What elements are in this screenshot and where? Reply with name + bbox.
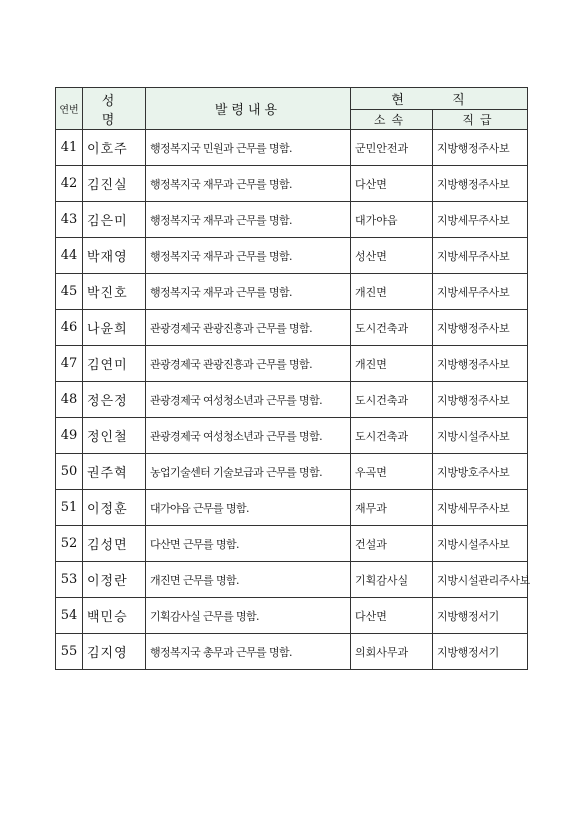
row-no: 52: [56, 526, 83, 562]
header-rank: 직급: [433, 110, 528, 130]
row-order: 대가야읍 근무를 명함.: [146, 490, 351, 526]
row-order: 관광경제국 여성청소년과 근무를 명함.: [146, 418, 351, 454]
row-rank: 지방행정서기: [433, 598, 528, 634]
header-order: 발령내용: [146, 88, 351, 130]
table-row: [56, 346, 528, 382]
row-dept: 성산면: [351, 238, 433, 274]
header-no: 연번: [56, 88, 83, 130]
table-row: [56, 490, 528, 526]
row-rank: 지방세무주사보: [433, 490, 528, 526]
row-no: 51: [56, 490, 83, 526]
row-name: 이호주: [83, 130, 146, 166]
row-no: 43: [56, 202, 83, 238]
row-rank: 지방행정주사보: [433, 346, 528, 382]
row-name: 김연미: [83, 346, 146, 382]
row-dept: 개진면: [351, 274, 433, 310]
row-order: 행정복지국 민원과 근무를 명함.: [146, 130, 351, 166]
row-rank: 지방시설주사보: [433, 526, 528, 562]
row-order: 농업기술센터 기술보급과 근무를 명함.: [146, 454, 351, 490]
row-no: 44: [56, 238, 83, 274]
table-row: [56, 166, 528, 202]
row-dept: 재무과: [351, 490, 433, 526]
row-order: 행정복지국 총무과 근무를 명함.: [146, 634, 351, 670]
table-row: [56, 418, 528, 454]
row-name: 정인철: [83, 418, 146, 454]
row-name: 나윤희: [83, 310, 146, 346]
row-order: 기획감사실 근무를 명함.: [146, 598, 351, 634]
row-no: 42: [56, 166, 83, 202]
row-no: 53: [56, 562, 83, 598]
table-row: [56, 130, 528, 166]
table-row: [56, 274, 528, 310]
header-current-position: 현 직: [351, 88, 528, 110]
row-rank: 지방행정서기: [433, 634, 528, 670]
row-order: 행정복지국 재무과 근무를 명함.: [146, 166, 351, 202]
table-row: [56, 634, 528, 670]
personnel-table: [55, 87, 528, 670]
row-name: 김진실: [83, 166, 146, 202]
row-name: 권주혁: [83, 454, 146, 490]
row-dept: 도시건축과: [351, 310, 433, 346]
row-name: 박진호: [83, 274, 146, 310]
header-name: 성 명: [83, 88, 146, 130]
row-name: 백민승: [83, 598, 146, 634]
row-no: 49: [56, 418, 83, 454]
row-no: 48: [56, 382, 83, 418]
table-row: [56, 454, 528, 490]
row-no: 46: [56, 310, 83, 346]
row-rank: 지방세무주사보: [433, 202, 528, 238]
row-name: 박재영: [83, 238, 146, 274]
table-row: [56, 526, 528, 562]
row-no: 55: [56, 634, 83, 670]
row-rank: 지방시설관리주사보: [433, 562, 528, 598]
row-dept: 도시건축과: [351, 418, 433, 454]
header-dept: 소속: [351, 110, 433, 130]
row-name: 정은정: [83, 382, 146, 418]
row-name: 김성면: [83, 526, 146, 562]
row-order: 행정복지국 재무과 근무를 명함.: [146, 238, 351, 274]
row-order: 다산면 근무를 명함.: [146, 526, 351, 562]
row-dept: 개진면: [351, 346, 433, 382]
row-no: 45: [56, 274, 83, 310]
row-no: 54: [56, 598, 83, 634]
row-rank: 지방행정주사보: [433, 382, 528, 418]
row-rank: 지방시설주사보: [433, 418, 528, 454]
row-order: 행정복지국 재무과 근무를 명함.: [146, 274, 351, 310]
row-dept: 우곡면: [351, 454, 433, 490]
row-order: 관광경제국 여성청소년과 근무를 명함.: [146, 382, 351, 418]
row-name: 이정훈: [83, 490, 146, 526]
row-dept: 도시건축과: [351, 382, 433, 418]
row-rank: 지방행정주사보: [433, 166, 528, 202]
row-name: 이정란: [83, 562, 146, 598]
table-row: [56, 310, 528, 346]
row-name: 김지영: [83, 634, 146, 670]
row-dept: 건설과: [351, 526, 433, 562]
row-rank: 지방세무주사보: [433, 238, 528, 274]
table-row: [56, 202, 528, 238]
row-no: 41: [56, 130, 83, 166]
row-no: 47: [56, 346, 83, 382]
row-dept: 기획감사실: [351, 562, 433, 598]
row-dept: 의회사무과: [351, 634, 433, 670]
row-rank: 지방세무주사보: [433, 274, 528, 310]
row-order: 관광경제국 관광진흥과 근무를 명함.: [146, 346, 351, 382]
table-row: [56, 562, 528, 598]
row-no: 50: [56, 454, 83, 490]
row-dept: 다산면: [351, 166, 433, 202]
row-name: 김은미: [83, 202, 146, 238]
row-rank: 지방행정주사보: [433, 310, 528, 346]
table-row: [56, 238, 528, 274]
row-order: 행정복지국 재무과 근무를 명함.: [146, 202, 351, 238]
table-row: [56, 598, 528, 634]
row-order: 개진면 근무를 명함.: [146, 562, 351, 598]
row-dept: 대가야읍: [351, 202, 433, 238]
row-rank: 지방행정주사보: [433, 130, 528, 166]
row-order: 관광경제국 관광진흥과 근무를 명함.: [146, 310, 351, 346]
row-dept: 다산면: [351, 598, 433, 634]
row-dept: 군민안전과: [351, 130, 433, 166]
table-row: [56, 382, 528, 418]
row-rank: 지방방호주사보: [433, 454, 528, 490]
